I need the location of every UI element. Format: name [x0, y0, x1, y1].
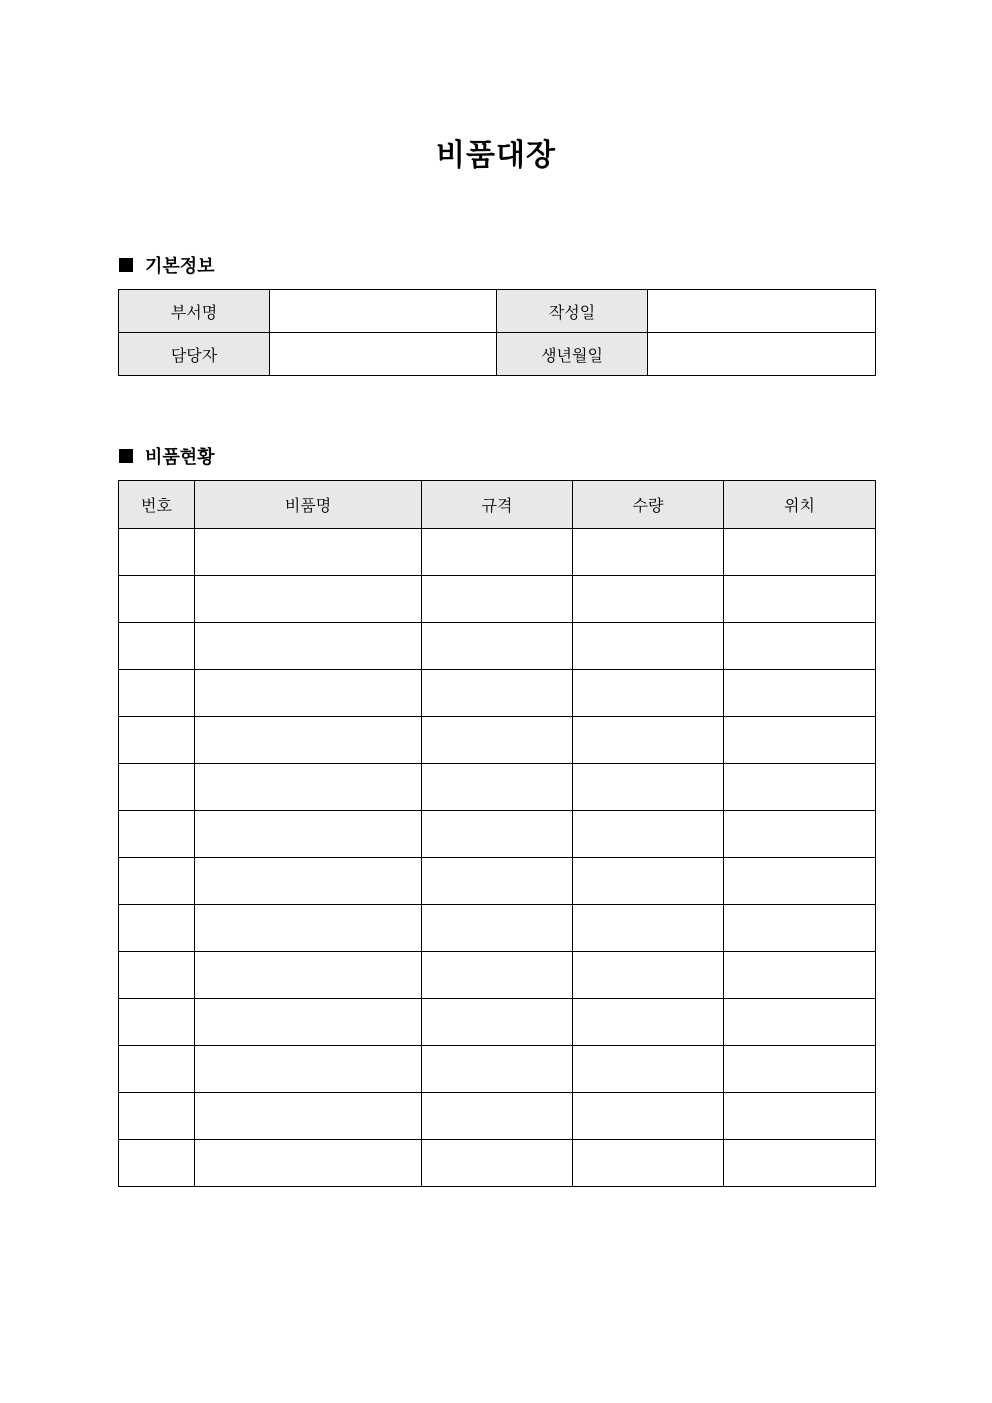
department-field[interactable]	[270, 290, 497, 333]
number-cell[interactable]	[119, 1093, 195, 1140]
spec-cell[interactable]	[422, 1140, 573, 1187]
column-header-item-name: 비품명	[195, 481, 422, 529]
number-cell[interactable]	[119, 999, 195, 1046]
table-row	[119, 717, 876, 764]
spec-cell[interactable]	[422, 670, 573, 717]
table-row	[119, 905, 876, 952]
spec-cell[interactable]	[422, 1046, 573, 1093]
inventory-table	[118, 480, 876, 1187]
column-header-location: 위치	[724, 481, 876, 529]
spec-cell[interactable]	[422, 905, 573, 952]
quantity-cell[interactable]	[573, 717, 724, 764]
item-name-cell[interactable]	[195, 764, 422, 811]
quantity-cell[interactable]	[573, 952, 724, 999]
spec-cell[interactable]	[422, 764, 573, 811]
section-heading-basic-info	[119, 254, 215, 276]
manager-label: 담당자	[119, 333, 270, 376]
spec-cell[interactable]	[422, 811, 573, 858]
item-name-cell[interactable]	[195, 1093, 422, 1140]
square-bullet-icon	[119, 258, 133, 272]
item-name-cell[interactable]	[195, 529, 422, 576]
quantity-cell[interactable]	[573, 1046, 724, 1093]
number-cell[interactable]	[119, 717, 195, 764]
quantity-cell[interactable]	[573, 858, 724, 905]
table-header-row	[119, 481, 876, 529]
table-row	[119, 333, 876, 376]
number-cell[interactable]	[119, 858, 195, 905]
location-cell[interactable]	[724, 717, 876, 764]
department-label: 부서명	[119, 290, 270, 333]
location-cell[interactable]	[724, 529, 876, 576]
location-cell[interactable]	[724, 1140, 876, 1187]
location-cell[interactable]	[724, 623, 876, 670]
number-cell[interactable]	[119, 764, 195, 811]
quantity-cell[interactable]	[573, 999, 724, 1046]
column-header-spec: 규격	[422, 481, 573, 529]
date-created-label: 작성일	[497, 290, 648, 333]
manager-field[interactable]	[270, 333, 497, 376]
table-row	[119, 858, 876, 905]
location-cell[interactable]	[724, 952, 876, 999]
quantity-cell[interactable]	[573, 623, 724, 670]
item-name-cell[interactable]	[195, 1140, 422, 1187]
number-cell[interactable]	[119, 1046, 195, 1093]
number-cell[interactable]	[119, 529, 195, 576]
spec-cell[interactable]	[422, 529, 573, 576]
number-cell[interactable]	[119, 811, 195, 858]
basic-info-table	[118, 289, 876, 376]
spec-cell[interactable]	[422, 999, 573, 1046]
square-bullet-icon	[119, 449, 133, 463]
quantity-cell[interactable]	[573, 1140, 724, 1187]
spec-cell[interactable]	[422, 952, 573, 999]
quantity-cell[interactable]	[573, 670, 724, 717]
table-row	[119, 290, 876, 333]
birthdate-label: 생년월일	[497, 333, 648, 376]
item-name-cell[interactable]	[195, 623, 422, 670]
location-cell[interactable]	[724, 1046, 876, 1093]
item-name-cell[interactable]	[195, 858, 422, 905]
section-heading-inventory	[119, 445, 215, 467]
quantity-cell[interactable]	[573, 576, 724, 623]
item-name-cell[interactable]	[195, 999, 422, 1046]
quantity-cell[interactable]	[573, 764, 724, 811]
location-cell[interactable]	[724, 999, 876, 1046]
location-cell[interactable]	[724, 905, 876, 952]
quantity-cell[interactable]	[573, 529, 724, 576]
table-row	[119, 576, 876, 623]
table-row	[119, 529, 876, 576]
location-cell[interactable]	[724, 1093, 876, 1140]
page-title: 비품대장	[436, 138, 556, 173]
birthdate-field[interactable]	[648, 333, 876, 376]
item-name-cell[interactable]	[195, 905, 422, 952]
item-name-cell[interactable]	[195, 1046, 422, 1093]
number-cell[interactable]	[119, 905, 195, 952]
location-cell[interactable]	[724, 670, 876, 717]
table-row	[119, 764, 876, 811]
table-row	[119, 952, 876, 999]
table-row	[119, 1093, 876, 1140]
number-cell[interactable]	[119, 623, 195, 670]
location-cell[interactable]	[724, 858, 876, 905]
location-cell[interactable]	[724, 764, 876, 811]
table-row	[119, 999, 876, 1046]
quantity-cell[interactable]	[573, 905, 724, 952]
number-cell[interactable]	[119, 670, 195, 717]
item-name-cell[interactable]	[195, 576, 422, 623]
table-row	[119, 1140, 876, 1187]
table-row	[119, 623, 876, 670]
number-cell[interactable]	[119, 952, 195, 999]
table-row	[119, 1046, 876, 1093]
section-heading-label: 기본정보	[145, 256, 215, 277]
table-row	[119, 811, 876, 858]
number-cell[interactable]	[119, 576, 195, 623]
number-cell[interactable]	[119, 1140, 195, 1187]
item-name-cell[interactable]	[195, 952, 422, 999]
spec-cell[interactable]	[422, 858, 573, 905]
quantity-cell[interactable]	[573, 1093, 724, 1140]
spec-cell[interactable]	[422, 717, 573, 764]
inventory-table-body	[119, 529, 876, 1187]
section-heading-label: 비품현황	[145, 447, 215, 468]
item-name-cell[interactable]	[195, 670, 422, 717]
location-cell[interactable]	[724, 811, 876, 858]
spec-cell[interactable]	[422, 1093, 573, 1140]
quantity-cell[interactable]	[573, 811, 724, 858]
item-name-cell[interactable]	[195, 811, 422, 858]
spec-cell[interactable]	[422, 623, 573, 670]
item-name-cell[interactable]	[195, 717, 422, 764]
column-header-number: 번호	[119, 481, 195, 529]
spec-cell[interactable]	[422, 576, 573, 623]
table-row	[119, 670, 876, 717]
location-cell[interactable]	[724, 576, 876, 623]
column-header-quantity: 수량	[573, 481, 724, 529]
date-created-field[interactable]	[648, 290, 876, 333]
